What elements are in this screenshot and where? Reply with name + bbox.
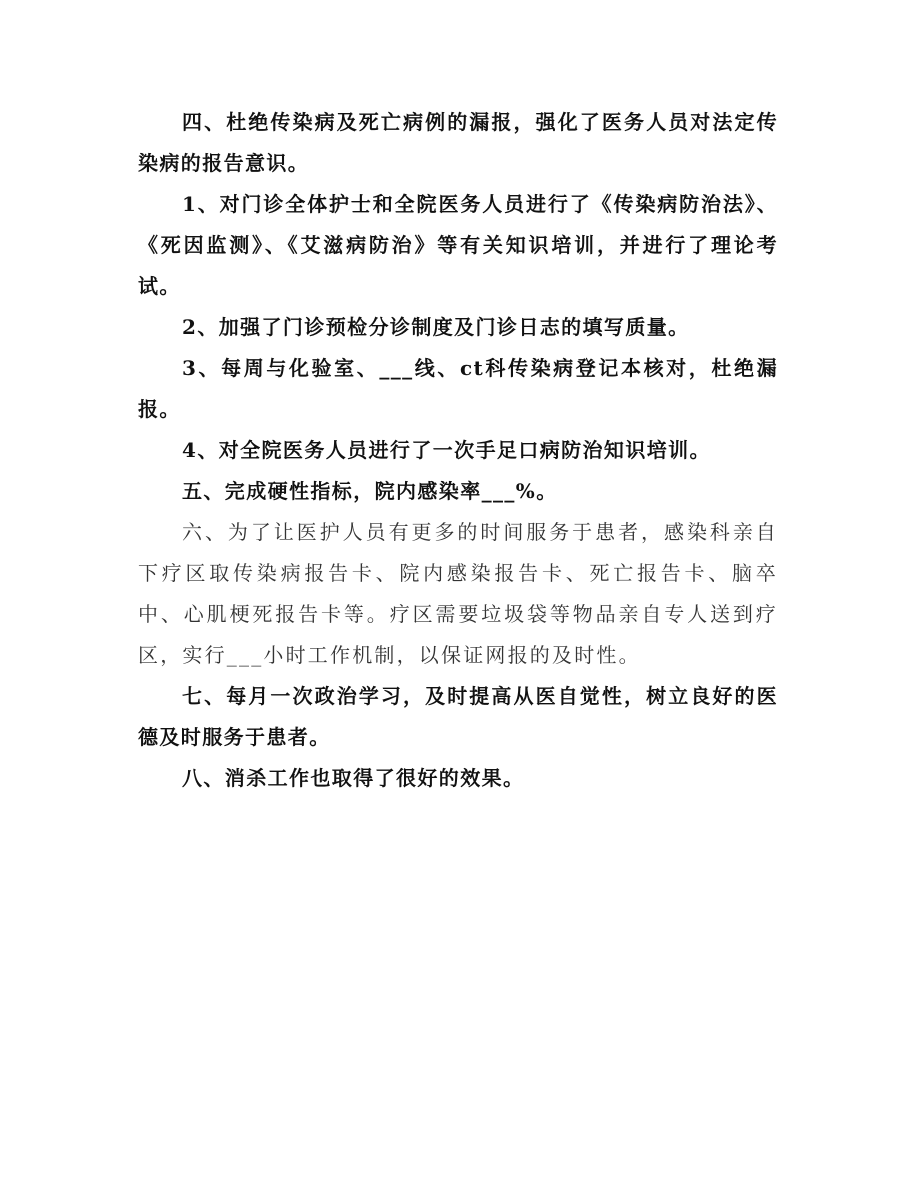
paragraph-section-8: 八、消杀工作也取得了很好的效果。 xyxy=(182,766,525,790)
paragraph-item-1: 1、对门诊全体护士和全院医务人员进行了《传染病防治法》、《死因监测》、《艾滋病防治》等有关知识培训，并进行了理论考试。 xyxy=(138,192,778,298)
paragraph-item-3: 3、每周与化验室、___线、ct科传染病登记本核对，杜绝漏报。 xyxy=(138,356,778,421)
paragraph-section-7: 七、每月一次政治学习，及时提高从医自觉性，树立良好的医德及时服务于患者。 xyxy=(138,684,778,749)
paragraph-item-2: 2、加强了门诊预检分诊制度及门诊日志的填写质量。 xyxy=(182,315,690,339)
paragraph-section-5: 五、完成硬性指标，院内感染率___%。 xyxy=(182,479,558,503)
paragraph-section-4: 四、杜绝传染病及死亡病例的漏报，强化了医务人员对法定传染病的报告意识。 xyxy=(138,110,778,175)
paragraph-item-4: 4、对全院医务人员进行了一次手足口病防治知识培训。 xyxy=(182,438,711,462)
paragraph-section-6: 六、为了让医护人员有更多的时间服务于患者，感染科亲自下疗区取传染病报告卡、院内感染报告卡、死亡报告卡、脑卒中、心肌梗死报告卡等。疗区需要垃圾袋等物品亲自专人送到疗区，实行___小时工作机制，以保证网报的及时性。 xyxy=(138,520,778,667)
document-body xyxy=(138,102,778,799)
